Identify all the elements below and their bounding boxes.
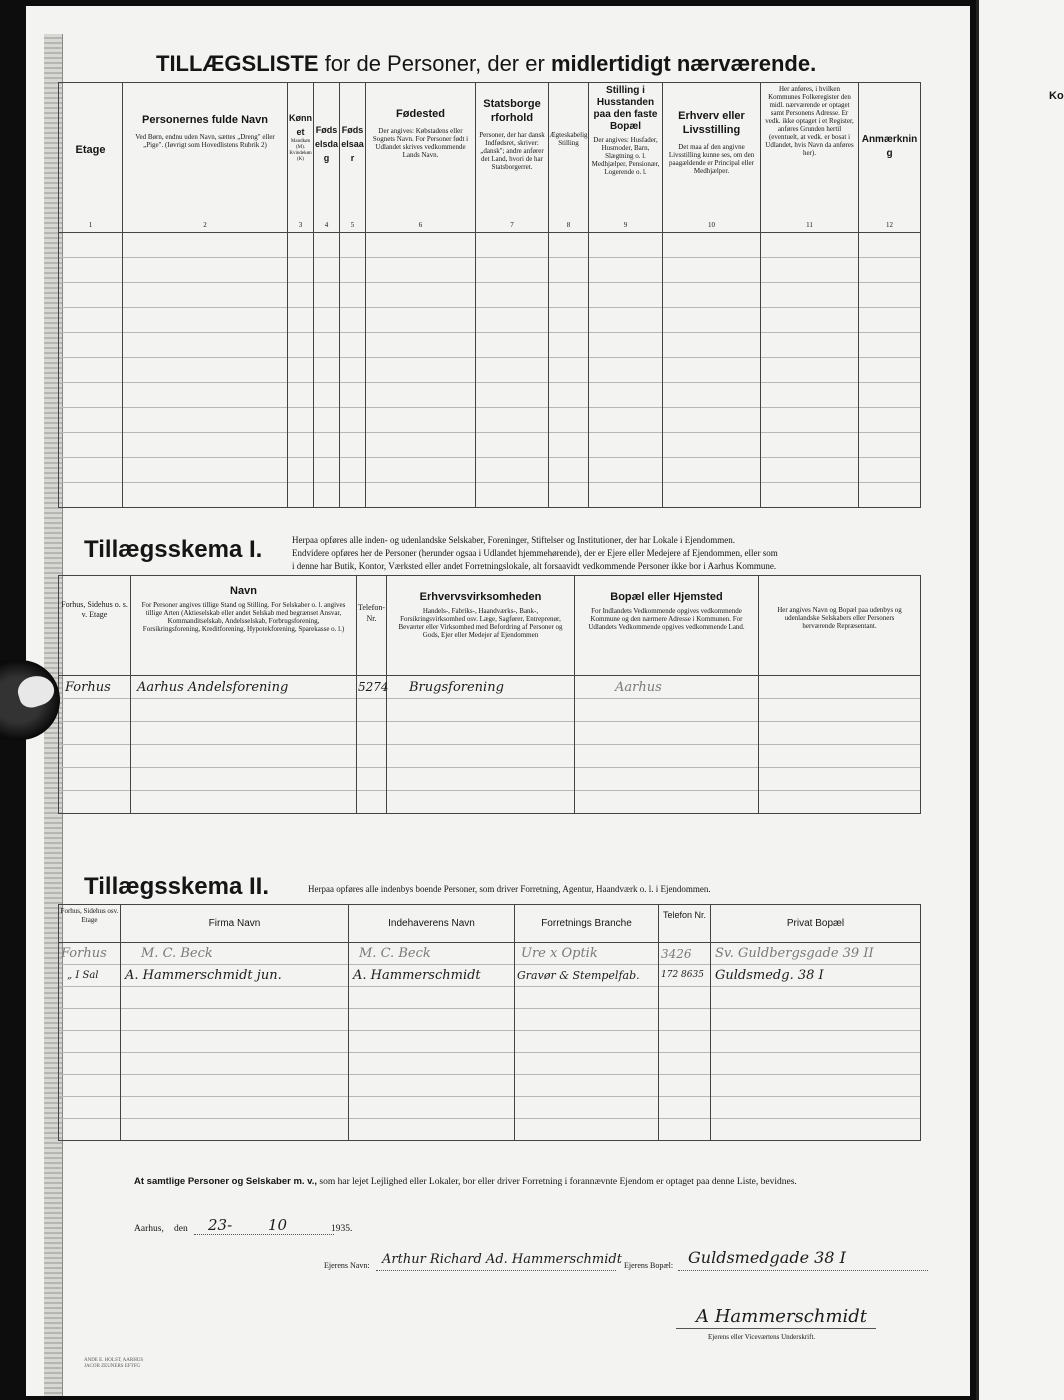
cell-erhverv: Brugsforening	[387, 676, 575, 699]
table-row	[59, 308, 921, 333]
cell-branche: Gravør & Stempelfab.	[515, 965, 659, 987]
tillaegsliste-table	[58, 82, 921, 508]
cell-repraesentant	[759, 676, 921, 699]
skema2-description: Herpaa opføres alle indenbys boende Personer, som driver Forretning, Agentur, Haandværk o. l. i Ejendommen.	[308, 884, 711, 894]
table-row	[59, 745, 921, 768]
col-aegteskabelig: Ægteskabelig Stilling 8	[549, 83, 589, 233]
cell-firma: A. Hammerschmidt jun.	[121, 965, 349, 987]
table-row	[59, 768, 921, 791]
col-navn: Navn For Personer angives tillige Stand og Stilling. For Selskaber o. l. angives tillige Arten (Aktieselskab eller andet Selskab med begrænset Ansvar, Kommanditselskab, Andelsselskab, Forbrugsforening, Forsikringsforening, Kreditforening, Hypotekforening, Sparekasse o. l.)	[131, 576, 357, 676]
owner-address-line	[678, 1270, 928, 1271]
printer-imprint: ANDE E. HOLST, AARHUS JACOB ZEUNERS EFTFG	[84, 1358, 144, 1369]
tillaegsliste-title	[156, 51, 816, 77]
cell-telefon: 5274	[357, 676, 387, 699]
skema2-table	[58, 904, 921, 1141]
table-row	[59, 1031, 921, 1053]
cell-etage: Forhus	[59, 676, 131, 699]
owner-address-value: Guldsmedgade 38 I	[688, 1248, 846, 1267]
col-branche: Forretnings Branche	[515, 905, 659, 943]
title-word-midlertidigt: midlertidigt nærværende.	[550, 51, 817, 76]
table-row	[59, 1009, 921, 1031]
table-row	[59, 258, 921, 283]
col-etage: Forhus, Sidehus osv. Etage	[59, 905, 121, 943]
title-word-tillaegsliste: TILLÆGSLISTE	[156, 51, 319, 76]
owner-signature: A Hammerschmidt	[696, 1306, 868, 1327]
date-label-den: den	[174, 1224, 188, 1234]
cell-branche: Ure x Optik	[515, 943, 659, 965]
cell-bopael: Aarhus	[575, 676, 759, 699]
owner-name-line	[376, 1270, 616, 1271]
table-row	[59, 1053, 921, 1075]
table-row	[59, 383, 921, 408]
table-row	[59, 965, 921, 987]
skema2-header-row	[59, 905, 921, 943]
col-firma-navn: Firma Navn	[121, 905, 349, 943]
table-row	[59, 458, 921, 483]
col-indehaver: Indehaverens Navn	[349, 905, 515, 943]
col-folkeregister: Her anføres, i hvilken Kommunes Folkeregister den midl. nærværende er optaget samt Personens Adresse. Er vedk. ikke optaget i et Register, anføres Grunden hertil (eventuelt, at vedk. er bosat i Udlandet, hvis Navn da anføres her). 11	[761, 83, 859, 233]
col-etage: Etage 1	[59, 83, 123, 233]
col-etage: Forhus, Sidehus o. s. v. Etage	[59, 576, 131, 676]
cell-telefon: 3426	[659, 943, 711, 965]
table-row	[59, 699, 921, 722]
owner-name-value: Arthur Richard Ad. Hammerschmidt	[382, 1252, 622, 1267]
col-bopael: Bopæl eller Hjemsted For Indlandets Vedkommende opgives vedkommende Kommune og den nærmere Adresse i Kommunen. For Udlandets Vedkommende opgives vedkommende Land.	[575, 576, 759, 676]
owner-name-label: Ejerens Navn:	[324, 1261, 370, 1270]
thumbnail-nail	[14, 671, 58, 711]
date-year: 1935.	[331, 1224, 353, 1234]
col-foedested: Fødested Der angives: Købstadens eller Sognets Navn. For Personer født i Udlandet skrives vedkommende Lands Navn. 6	[366, 83, 476, 233]
cell-telefon: 172 8635	[659, 965, 711, 987]
table-row	[59, 943, 921, 965]
table-row	[59, 283, 921, 308]
census-form-page	[26, 6, 970, 1396]
attestation-bold: At samtlige Personer og Selskaber m. v.,	[134, 1176, 318, 1187]
signature-caption: Ejerens eller Viceværtens Underskrift.	[708, 1333, 816, 1341]
table-row	[59, 433, 921, 458]
table-row	[59, 1119, 921, 1141]
col-erhvervsvirksomhed: Erhvervsvirksomheden Handels-, Fabriks-, Haandværks-, Bank-, Forsikringsvirksomhed osv. Læge, Sagfører, Entreprenør, Beværter eller Virksomhed med Befordring af Personer og Gods, Ejer eller Medejer af Ejendommen	[387, 576, 575, 676]
table-row	[59, 722, 921, 745]
col-erhverv: Erhverv eller Livsstilling Det maa af den angivne Livsstilling kunne ses, om den paagældende er Principal eller Medhjælper. 10	[663, 83, 761, 233]
col-anmaerkning: Anmærkning 12	[859, 83, 921, 233]
skema1-header-row	[59, 576, 921, 676]
skema1-table	[58, 575, 921, 814]
col-foedselsaar: Fødselsaar 5	[340, 83, 366, 233]
table-row	[59, 1075, 921, 1097]
date-label-city: Aarhus,	[134, 1224, 164, 1234]
table-row	[59, 233, 921, 258]
table-row	[59, 676, 921, 699]
signature-line	[676, 1328, 876, 1329]
skema2-title: Tillægsskema II.	[84, 873, 269, 900]
col-koennet: Kønnet Mandkøn (M). Kvindekøn (K) 3	[288, 83, 314, 233]
owner-address-label: Ejerens Bopæl:	[624, 1261, 674, 1270]
skema1-desc-line: Endvidere opføres her de Personer (herunder ogsaa i Udlandet hjemmehørende), der er Ejere eller Medejere af Ejendommen, eller som	[292, 548, 778, 558]
cell-etage: Forhus	[59, 943, 121, 965]
title-middle-text: for de Personer, der er	[324, 51, 545, 76]
date-day: 23-	[208, 1216, 233, 1234]
tillaegsliste-header-row	[59, 83, 921, 233]
attestation-text	[134, 1176, 934, 1187]
col-fulde-navn: Personernes fulde Navn Ved Børn, endnu uden Navn, sættes „Dreng" eller „Pige". (Iøvrigt som Hovedlistens Rubrik 2) 2	[123, 83, 288, 233]
col-stilling-husstand: Stilling i Husstanden paa den faste Bopæl Der angives: Husfader, Husmoder, Barn, Slægtning o. l. Medhjælper, Pensionær, Logerende o. l. 9	[589, 83, 663, 233]
skema1-title: Tillægsskema I.	[84, 536, 263, 563]
cell-firma: M. C. Beck	[121, 943, 349, 965]
attestation-rest: som har lejet Lejlighed eller Lokaler, bor eller driver Forretning i forannævnte Ejendom er optaget paa denne Liste, bevidnes.	[319, 1177, 797, 1187]
table-row	[59, 791, 921, 814]
table-row	[59, 483, 921, 508]
table-row	[59, 408, 921, 433]
cell-indehaver: M. C. Beck	[349, 943, 515, 965]
col-telefon: Telefon Nr.	[659, 905, 711, 943]
col-telefon: Telefon-Nr.	[357, 576, 387, 676]
cell-bopael: Guldsmedg. 38 I	[711, 965, 921, 987]
adjacent-page	[976, 0, 1064, 1400]
col-statsborgerforhold: Statsborgerforhold Personer, der har dansk Indfødsret, skriver: „dansk"; andre anfører det Land, hvori de har Statsborgerret. 7	[476, 83, 549, 233]
col-repraesentant: Her angives Navn og Bopæl paa udenbys og udenlandske Selskabers eller Personers herværende Repræsentant.	[759, 576, 921, 676]
col-foedselsdag: Fødselsdag 4	[314, 83, 340, 233]
skema1-desc-line: i denne har Butik, Kontor, Værksted eller andet Forretningslokale, alt forsaavidt vedkommende Personer ikke bor i Aarhus Kommune.	[292, 561, 777, 571]
col-privat-bopael: Privat Bopæl	[711, 905, 921, 943]
cell-bopael: Sv. Guldbergsgade 39 II	[711, 943, 921, 965]
table-row	[59, 358, 921, 383]
cell-indehaver: A. Hammerschmidt	[349, 965, 515, 987]
date-line	[194, 1234, 334, 1235]
cell-etage: „ I Sal	[59, 965, 121, 987]
cell-navn: Aarhus Andelsforening	[131, 676, 357, 699]
skema1-description	[292, 534, 942, 573]
adjacent-page-text: Ko	[1049, 90, 1064, 102]
table-row	[59, 1097, 921, 1119]
table-row	[59, 987, 921, 1009]
skema1-desc-line: Herpaa opføres alle inden- og udenlandske Selskaber, Foreninger, Stiftelser og Institutioner, der har Lokale i Ejendommen.	[292, 535, 736, 545]
table-row	[59, 333, 921, 358]
date-month: 10	[268, 1216, 288, 1234]
